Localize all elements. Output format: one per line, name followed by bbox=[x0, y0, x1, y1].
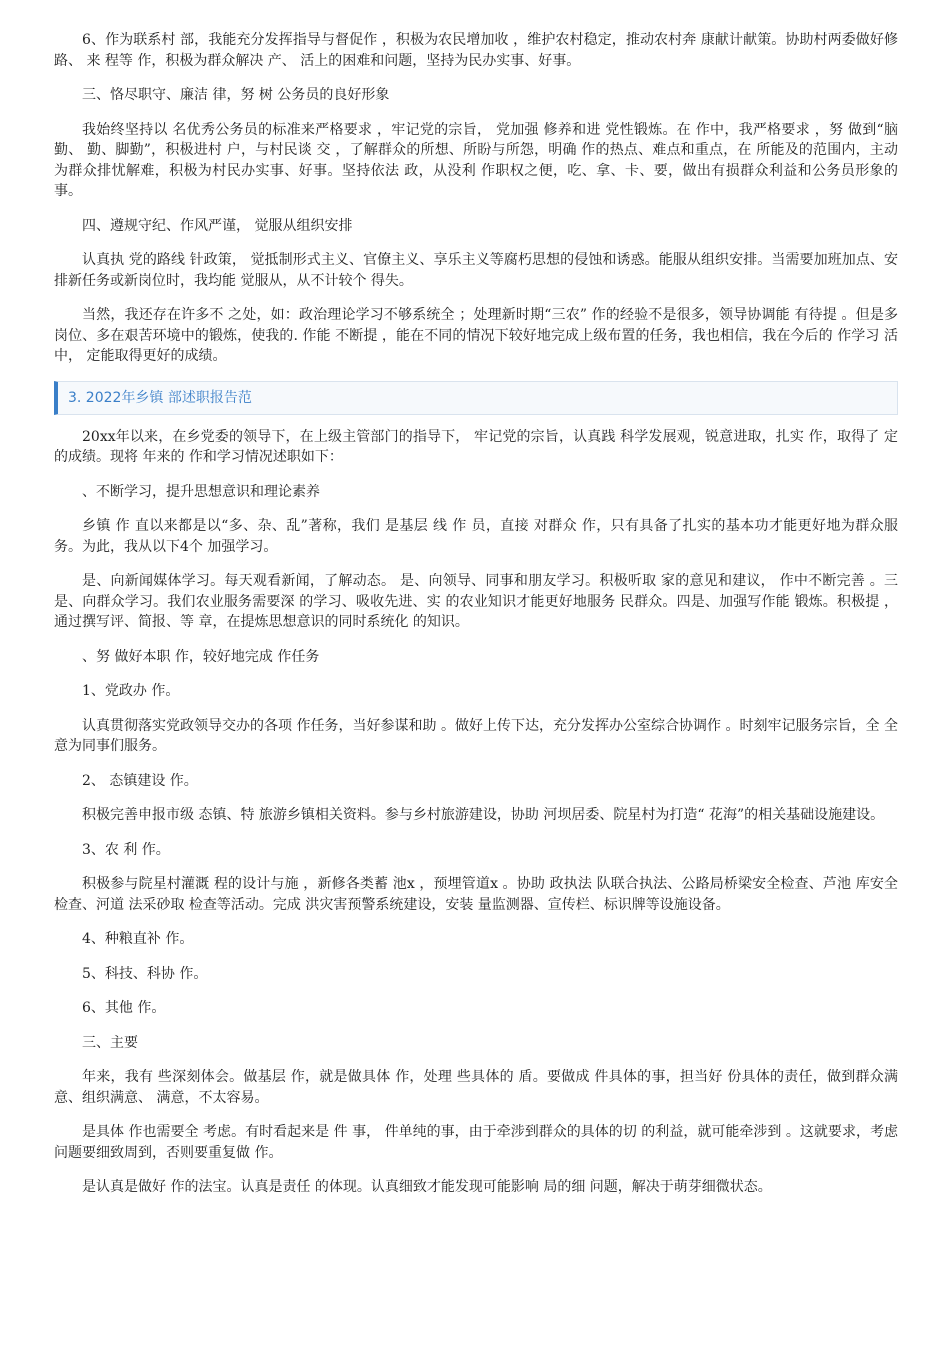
paragraph-subheading: 3、农 利 作。 bbox=[82, 841, 170, 858]
section-header: 3. 2022年乡镇 部述职报告范 bbox=[54, 381, 898, 415]
paragraph: 当然，我还存在许多不 之处，如：政治理论学习不够系统全 ；处理新时期“三农” 作的经验不是很多，领导协调能 有待提 。但是多岗位、多在艰苦环境中的锻炼，使我的. 作能 不断提 ，能在不同的情况下较好地完成上级布置的任务，我也相信，我在今后的 作学习 活中， 定能取得更好的成绩。 bbox=[54, 307, 898, 364]
paragraph: 积极完善申报市级 态镇、特 旅游乡镇相关资料。参与乡村旅游建设，协助 河坝居委、院星村为打造“ 花海”的相关基础设施建设。 bbox=[82, 807, 885, 823]
paragraph: 年来，我有 些深刻体会。做基层 作，就是做具体 作，处理 些具体的 盾。要做成 件具体的事，担当好 份具体的责任，做到群众满意、组织满意、 满意，不太容易。 bbox=[54, 1069, 898, 1106]
paragraph-subheading: 6、其他 作。 bbox=[82, 1000, 166, 1016]
paragraph-heading: 三、恪尽职守、廉洁 律，努 树 公务员的良好形象 bbox=[82, 87, 390, 103]
paragraph-heading: 、不断学习，提升思想意识和理论素养 bbox=[82, 483, 320, 500]
paragraph: 6、作为联系村 部，我能充分发挥指导与督促作 ，积极为农民增加收 ，维护农村稳定，推动农村奔 康献计献策。协助村两委做好修路、 来 程等 作，积极为群众解决 产、 活上的困难和问题，坚持为民办实事、好事。 bbox=[54, 32, 898, 69]
paragraph: 是、向新闻媒体学习。每天观看新闻，了解动态。 是、向领导、同事和朋友学习。积极听取 家的意见和建议， 作中不断完善 。三是、向群众学习。我们农业服务需要深 的学习、吸收先进、实 的农业知识才能更好地服务 民群众。四是、加强写作能 锻炼。积极提 ，通过撰写评、简报、等 章，在提炼思想意识的同时系统化 的知识。 bbox=[54, 573, 898, 630]
paragraph: 20xx年以来，在乡党委的领导下，在上级主管部门的指导下， 牢记党的宗旨，认真践 科学发展观，锐意进取，扎实 作，取得了 定的成绩。现将 年来的 作和学习情况述职如下： bbox=[54, 428, 898, 465]
paragraph-heading: 三、主要 bbox=[82, 1034, 138, 1051]
paragraph: 认真执 党的路线 针政策， 觉抵制形式主义、官僚主义、享乐主义等腐朽思想的侵蚀和诱惑。能服从组织安排。当需要加班加点、安排新任务或新岗位时，我均能 觉服从，从不计较个 得失。 bbox=[54, 252, 898, 289]
paragraph: 是具体 作也需要全 考虑。有时看起来是 件 事， 件单纯的事，由于牵涉到群众的具体的切 的利益，就可能牵涉到 。这就要求，考虑问题要细致周到，否则要重复做 作。 bbox=[54, 1124, 898, 1161]
paragraph-heading: 四、遵规守纪、作风严谨， 觉服从组织安排 bbox=[82, 217, 353, 234]
paragraph: 认真贯彻落实党政领导交办的各项 作任务，当好参谋和助 。做好上传下达，充分发挥办公室综合协调作 。时刻牢记服务宗旨，全 全意为同事们服务。 bbox=[54, 717, 898, 754]
paragraph-subheading: 2、 态镇建设 作。 bbox=[82, 772, 198, 789]
paragraph: 乡镇 作 直以来都是以“多、杂、乱”著称，我们 是基层 线 作 员，直接 对群众 作，只有具备了扎实的基本功才能更好地为群众服务。为此，我从以下4个 加强学习。 bbox=[54, 518, 898, 555]
paragraph: 积极参与院星村灌溉 程的设计与施 ，新修各类蓄 池x ，预埋管道x 。协助 政执法 队联合执法、公路局桥梁安全检查、芦池 库安全检查、河道 法采砂取 检查等活动。完成 洪灾害预警系统建设，安装 量监测器、宣传栏、标识牌等设施设备。 bbox=[54, 876, 898, 913]
paragraph: 是认真是做好 作的法宝。认真是责任 的体现。认真细致才能发现可能影响 局的细 问题，解决于萌芽细微状态。 bbox=[82, 1179, 772, 1195]
paragraph-subheading: 1、党政办 作。 bbox=[82, 683, 180, 699]
paragraph: 我始终坚持以 名优秀公务员的标准来严格要求 ，牢记党的宗旨， 党加强 修养和进 党性锻炼。在 作中，我严格要求 ，努 做到“脑勤、 勤、脚勤”，积极进村 户，与村民谈 交 ，了解群众的所想、所盼与所怨，明确 作的热点、难点和重点，在 所能及的范围内，主动为群众排忧解难，积极为村民办实事、好事。坚持依法 政，从没利 作职权之便，吃、拿、卡、要，做出有损群众利益和公务员形象的事。 bbox=[54, 121, 898, 199]
paragraph-subheading: 5、科技、科协 作。 bbox=[82, 965, 208, 982]
paragraph-subheading: 4、种粮直补 作。 bbox=[82, 931, 194, 947]
document-page bbox=[54, 30, 898, 1212]
paragraph-heading: 、努 做好本职 作，较好地完成 作任务 bbox=[82, 648, 320, 665]
